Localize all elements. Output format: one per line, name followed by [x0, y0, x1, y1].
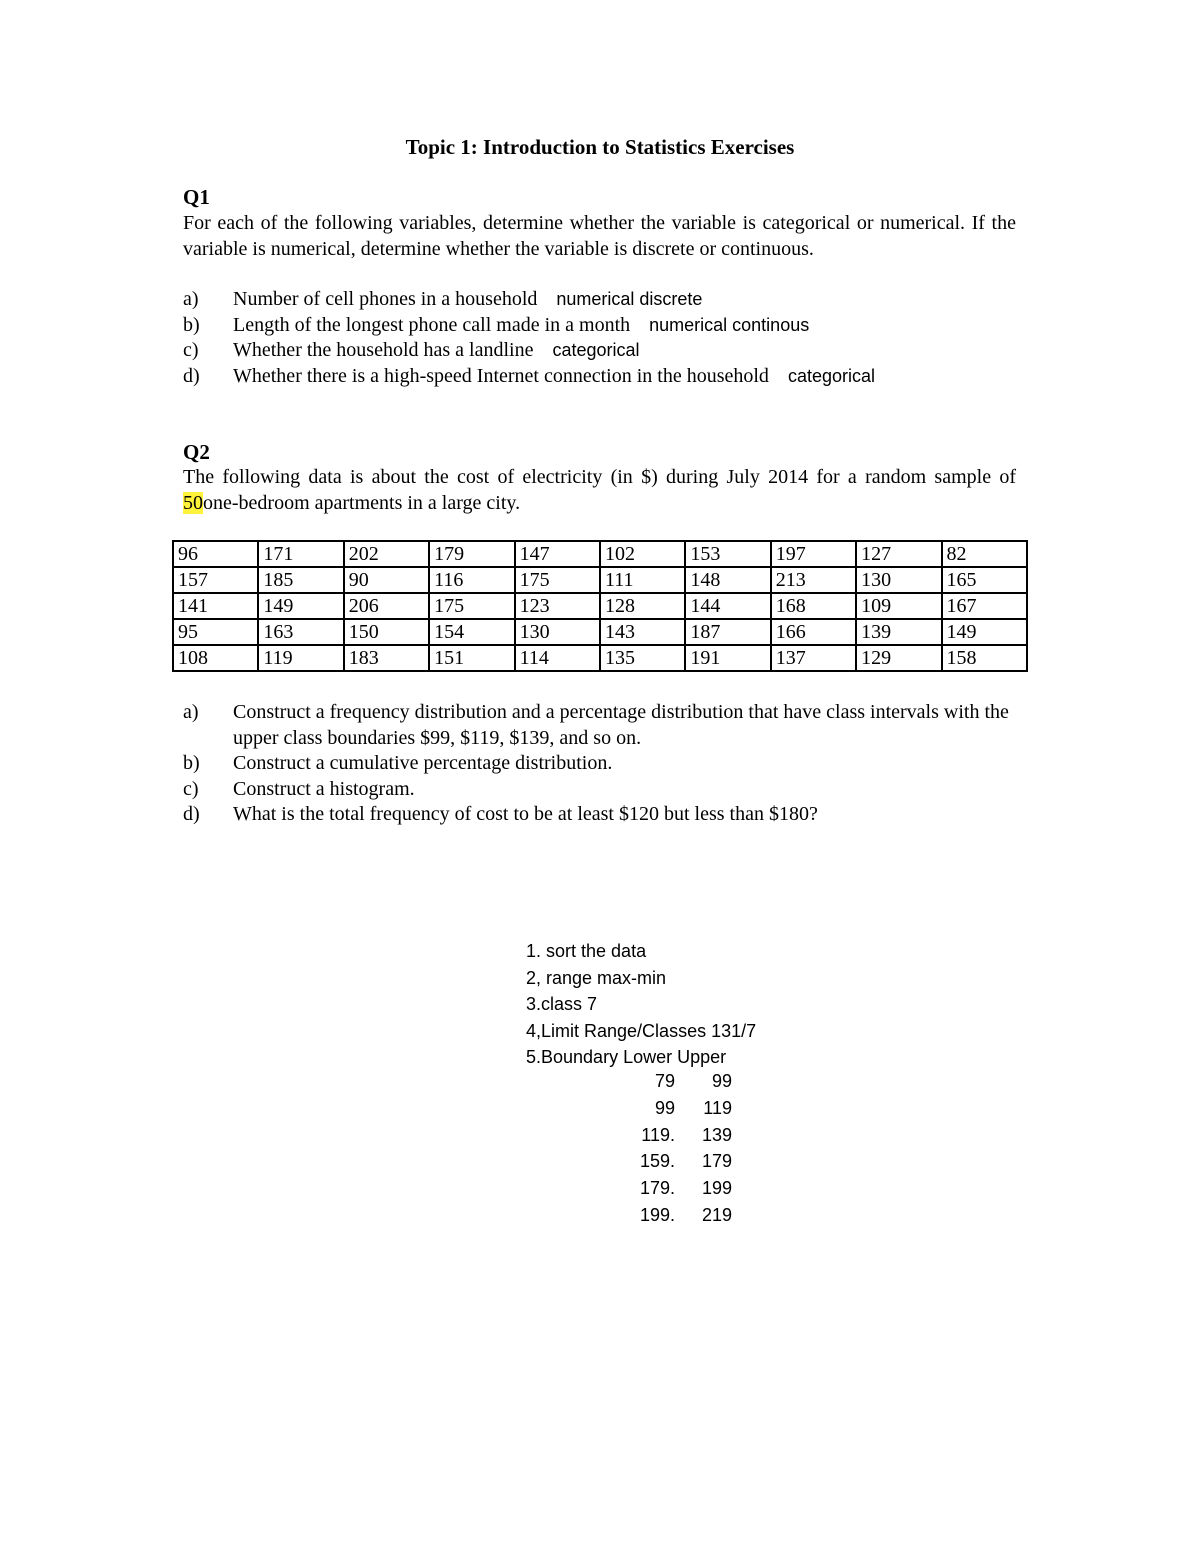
boundary-row — [620, 1148, 732, 1175]
table-cell: 153 — [685, 541, 770, 567]
table-cell: 123 — [515, 593, 600, 619]
q1-item-answer: numerical continous — [649, 314, 810, 335]
q1-item-answer: numerical discrete — [556, 289, 703, 309]
q2-list — [183, 700, 1023, 828]
note-step: 5.Boundary Lower Upper — [526, 1047, 727, 1067]
table-cell: 213 — [771, 567, 856, 593]
q1-item-marker: d) — [183, 364, 200, 387]
boundary-row — [620, 1202, 732, 1229]
table-cell: 137 — [771, 645, 856, 671]
boundary-row — [620, 1068, 732, 1095]
q1-item-text: Whether there is a high-speed Internet connection in the household — [233, 364, 769, 387]
q2-intro-text: The following data is about the cost of electricity (in $) during July 2014 for a random sample of — [183, 466, 1016, 488]
table-row — [173, 567, 1027, 593]
q2-item-text: Construct a cumulative percentage distribution. — [233, 752, 613, 774]
table-cell: 116 — [429, 567, 514, 593]
q2-item-marker: d) — [183, 803, 200, 825]
boundary-lower: 179. — [639, 1178, 675, 1199]
q1-item-text: Number of cell phones in a household — [233, 288, 538, 310]
table-cell: 127 — [856, 541, 941, 567]
table-cell: 163 — [258, 619, 343, 645]
table-cell: 111 — [600, 567, 685, 593]
table-cell: 202 — [344, 541, 429, 567]
q1-item-b — [183, 313, 1023, 339]
table-cell: 179 — [429, 541, 514, 567]
table-cell: 157 — [173, 567, 258, 593]
table-cell: 171 — [258, 541, 343, 567]
q1-item-text: Length of the longest phone call made in a month — [233, 313, 631, 336]
q2-heading: Q2 — [183, 440, 210, 464]
table-cell: 82 — [942, 541, 1027, 567]
table-cell: 144 — [685, 593, 770, 619]
note-step: 3.class 7 — [526, 994, 598, 1014]
q2-item-text: What is the total frequency of cost to be at least $120 but less than $180? — [233, 803, 818, 825]
table-cell: 149 — [942, 619, 1027, 645]
q1-item-answer: categorical — [787, 365, 875, 386]
table-row — [173, 541, 1027, 567]
q1-item-marker: b) — [183, 313, 200, 336]
table-cell: 147 — [515, 541, 600, 567]
table-cell: 158 — [942, 645, 1027, 671]
q2-intro — [183, 465, 1016, 516]
note-step: 2, range max-min — [526, 967, 667, 988]
table-cell: 151 — [429, 645, 514, 671]
boundary-upper: 179 — [701, 1151, 732, 1172]
q1-item-answer: categorical — [552, 340, 640, 360]
table-cell: 130 — [515, 619, 600, 645]
table-cell: 175 — [515, 567, 600, 593]
table-cell: 114 — [515, 645, 600, 671]
boundary-lower: 119. — [641, 1124, 675, 1145]
table-cell: 183 — [344, 645, 429, 671]
table-cell: 168 — [771, 593, 856, 619]
table-cell: 95 — [173, 619, 258, 645]
q1-item-d — [183, 364, 1023, 390]
q2-item-marker: a) — [183, 701, 199, 723]
table-cell: 90 — [344, 567, 429, 593]
table-row — [173, 619, 1027, 645]
q1-item-c — [183, 338, 1023, 364]
boundary-lower: 159. — [639, 1151, 675, 1172]
q2-item-text: Construct a histogram. — [233, 777, 415, 800]
table-cell: 130 — [856, 567, 941, 593]
table-cell: 96 — [173, 541, 258, 567]
table-cell: 139 — [856, 619, 941, 645]
table-cell: 148 — [685, 567, 770, 593]
q2-intro-text-end: one-bedroom apartments in a large city. — [203, 491, 521, 514]
table-cell: 108 — [173, 645, 258, 671]
q1-item-a — [183, 287, 1023, 313]
table-cell: 141 — [173, 593, 258, 619]
table-cell: 206 — [344, 593, 429, 619]
table-cell: 135 — [600, 645, 685, 671]
boundary-row — [620, 1095, 732, 1122]
table-cell: 143 — [600, 619, 685, 645]
boundary-upper: 119 — [703, 1097, 732, 1118]
handwritten-notes — [526, 938, 756, 1071]
electricity-cost-table — [172, 540, 1028, 672]
table-cell: 166 — [771, 619, 856, 645]
page-title: Topic 1: Introduction to Statistics Exercises — [405, 135, 795, 159]
boundary-row — [620, 1175, 732, 1202]
boundary-lower: 79 — [654, 1071, 675, 1091]
boundary-lower: 199. — [639, 1204, 675, 1225]
q2-item-a — [183, 700, 1023, 751]
table-cell: 154 — [429, 619, 514, 645]
q1-list — [183, 287, 1023, 389]
q2-item-d — [183, 802, 1023, 828]
table-cell: 185 — [258, 567, 343, 593]
q2-item-text: Construct a frequency distribution and a percentage distribution that have class intervals with the upper class boundaries $99, $119, $139, and so on. — [233, 701, 1009, 749]
q1-item-marker: c) — [183, 339, 199, 361]
table-cell: 119 — [258, 645, 343, 671]
q1-heading: Q1 — [183, 185, 210, 209]
q1-item-text: Whether the household has a landline — [233, 339, 534, 361]
table-cell: 191 — [685, 645, 770, 671]
boundary-upper: 199 — [701, 1178, 732, 1199]
boundary-row — [620, 1122, 732, 1149]
table-cell: 165 — [942, 567, 1027, 593]
boundary-lower: 99 — [654, 1097, 675, 1118]
table-cell: 128 — [600, 593, 685, 619]
boundary-upper: 139 — [701, 1124, 732, 1145]
boundary-upper: 99 — [711, 1071, 732, 1091]
boundary-list — [620, 1068, 732, 1229]
table-cell: 175 — [429, 593, 514, 619]
q2-item-marker: b) — [183, 752, 200, 774]
q2-item-marker: c) — [183, 777, 199, 800]
highlighted-sample-size: 50 — [183, 491, 203, 514]
table-cell: 149 — [258, 593, 343, 619]
table-cell: 102 — [600, 541, 685, 567]
q2-item-c — [183, 777, 1023, 803]
q1-item-marker: a) — [183, 288, 199, 310]
table-cell: 109 — [856, 593, 941, 619]
table-cell: 187 — [685, 619, 770, 645]
boundary-upper: 219 — [701, 1204, 732, 1225]
table-cell: 197 — [771, 541, 856, 567]
table-cell: 150 — [344, 619, 429, 645]
q1-intro: For each of the following variables, determine whether the variable is categorical or numerical. If the variable is numerical, determine whether the variable is discrete or continuous. — [183, 212, 1016, 260]
table-cell: 129 — [856, 645, 941, 671]
note-step: 4,Limit Range/Classes 131/7 — [526, 1020, 757, 1041]
note-step: 1. sort the data — [526, 941, 647, 961]
q2-item-b — [183, 751, 1023, 777]
table-row — [173, 645, 1027, 671]
table-row — [173, 593, 1027, 619]
table-cell: 167 — [942, 593, 1027, 619]
